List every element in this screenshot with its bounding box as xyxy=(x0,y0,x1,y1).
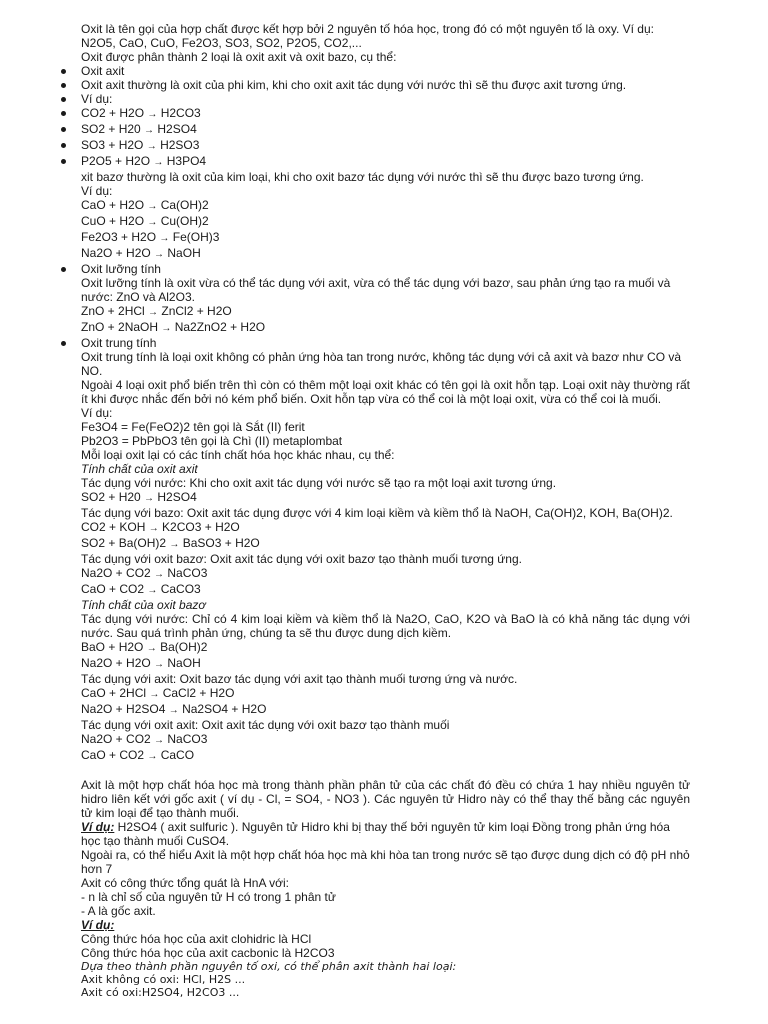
arrow-icon: → xyxy=(147,201,158,212)
acid-example: Ví dụ: H2SO4 ( axit sulfuric ). Nguyên tử Hidro khi bị thay thế bởi nguyên tử kim loại Đồng trong phản ứng hóa học tạo thành muối CuSO4. xyxy=(81,820,670,848)
equation: CO2 + H2O → H2CO3 xyxy=(81,106,690,122)
equation: Na2O + CO2 → NaCO3 xyxy=(81,732,208,746)
neutral-desc: Oxit trung tính là loại oxit không có phản ứng hòa tan trong nước, không tác dụng với cả axit và bazơ như CO và NO. xyxy=(81,350,682,378)
oxide-classification: Oxit được phân thành 2 loại là oxit axit và oxit bazo, cụ thể: xyxy=(81,50,397,64)
acid-with-basic-oxide: Tác dụng với oxit bazơ: Oxit axit tác dụng với oxit bazơ tạo thành muối tương ứng. xyxy=(81,552,522,566)
equation: Fe2O3 + H2O → Fe(OH)3 xyxy=(81,230,220,244)
acid-with-oxygen: Axit có oxi:H2SO4, H2CO3 ... xyxy=(81,986,240,999)
arrow-icon: → xyxy=(147,751,158,762)
arrow-icon: → xyxy=(148,523,159,534)
example-label: Ví dụ: xyxy=(81,918,115,932)
arrow-icon: → xyxy=(153,157,164,168)
basic-with-water: Tác dụng với nước: Chỉ có 4 kim loại kiềm và kiềm thổ là Na2O, CaO, K2O và BaO là có khả năng tác dụng với nước. Sau quá trình phản ứng, chúng ta sẽ thu được dung dịch kiềm. xyxy=(81,612,690,640)
acid-oxide-heading: Oxit axit xyxy=(81,64,690,78)
acid-formula-n: - n là chỉ số của nguyên tử H có trong 1 phân tử xyxy=(81,890,336,904)
arrow-icon: → xyxy=(169,539,180,550)
basic-oxide-desc: xit bazơ thường là oxit của kim loại, khi cho oxit bazơ tác dụng với nước thì sẽ thu được bazo tương ứng. xyxy=(81,170,644,184)
basic-oxide-props-heading: Tính chất của oxit bazơ xyxy=(81,598,206,612)
acid-with-base: Tác dụng với bazo: Oxit axit tác dụng được với 4 kim loại kiềm và kiềm thổ là NaOH, Ca(OH)2, KOH, Ba(OH)2. xyxy=(81,506,673,520)
arrow-icon: → xyxy=(154,249,165,260)
arrow-icon: → xyxy=(146,141,157,152)
arrow-icon: → xyxy=(147,585,158,596)
equation: CaO + H2O → Ca(OH)2 xyxy=(81,198,209,212)
acid-oxide-desc: Oxit axit thường là oxit của phi kim, khi cho oxit axit tác dụng với nước thì sẽ thu được axit tương ứng. xyxy=(81,78,690,92)
example-label: Ví dụ: xyxy=(81,820,115,834)
example-label: Ví dụ: xyxy=(81,184,113,198)
acid-intro: Axit là một hợp chất hóa học mà trong thành phần phân tử của các chất đó đều có chứa 1 hay nhiều nguyên tử hidro liên kết với gốc axit ( ví dụ - Cl, = SO4, - NO3 ). Các nguyên tử Hidro này có thể thay thế bằng các nguyên tử kim loại để tạo thành muối. xyxy=(81,778,690,820)
example-label: Ví dụ: xyxy=(81,92,690,106)
equation: ZnO + 2NaOH → Na2ZnO2 + H2O xyxy=(81,320,266,334)
h2co3-line: Công thức hóa học của axit cacbonic là H2CO3 xyxy=(81,946,335,960)
amphoteric-desc: Oxit lưỡng tính là oxit vừa có thể tác dụng với axit, vừa có thể tác dụng với bazơ, sau phản ứng tạo ra muối và nước: ZnO và Al2O3. xyxy=(81,276,671,304)
equation: Na2O + H2O → NaOH xyxy=(81,656,201,670)
equation: SO2 + Ba(OH)2 → BaSO3 + H2O xyxy=(81,536,260,550)
document-body xyxy=(81,22,690,999)
equation: CaO + 2HCl → CaCl2 + H2O xyxy=(81,686,235,700)
equation: Na2O + CO2 → NaCO3 xyxy=(81,566,208,580)
section-spacer xyxy=(81,764,690,778)
arrow-icon: → xyxy=(161,323,172,334)
basic-with-acid: Tác dụng với axit: Oxit bazơ tác dụng với axit tạo thành muối tương ứng và nước. xyxy=(81,672,518,686)
arrow-icon: → xyxy=(159,233,170,244)
mixed-example: Fe3O4 = Fe(FeO2)2 tên gọi là Sắt (II) ferit xyxy=(81,420,305,434)
equation: CO2 + KOH → K2CO3 + H2O xyxy=(81,520,240,534)
equation: SO2 + H20 → H2SO4 xyxy=(81,122,690,138)
arrow-icon: → xyxy=(168,705,179,716)
equation: CaO + CO2 → CaCO xyxy=(81,748,195,762)
equation: Na2O + H2SO4 → Na2SO4 + H2O xyxy=(81,702,267,716)
equation: P2O5 + H2O → H3PO4 xyxy=(81,154,690,170)
mixed-oxide-desc: Ngoài 4 loại oxit phổ biến trên thì còn có thêm một loại oxit khác có tên gọi là oxit hỗn tạp. Loại oxit này thường rất ít khi được nhắc đến bởi nó kém phổ biến. Oxit hỗn tạp vừa có thể coi là một loại oxit, vừa có thể coi là muối. xyxy=(81,378,690,406)
arrow-icon: → xyxy=(146,643,157,654)
acid-formula-a: - A là gốc axit. xyxy=(81,904,156,918)
neutral-heading: Oxit trung tính xyxy=(81,336,690,350)
arrow-icon: → xyxy=(144,125,155,136)
arrow-icon: → xyxy=(149,689,160,700)
arrow-icon: → xyxy=(147,109,158,120)
equation: CaO + CO2 → CaCO3 xyxy=(81,582,201,596)
basic-with-acid-oxide: Tác dụng với oxit axit: Oxit axit tác dụng với oxit bazơ tạo thành muối xyxy=(81,718,450,732)
acid-oxide-props-heading: Tính chất của oxit axit xyxy=(81,462,198,476)
equation: Na2O + H2O → NaOH xyxy=(81,246,201,260)
equation: SO2 + H20 → H2SO4 xyxy=(81,490,197,504)
props-intro: Mỗi loại oxit lại có các tính chất hóa học khác nhau, cụ thể: xyxy=(81,448,395,462)
hcl-line: Công thức hóa học của axit clohidric là HCl xyxy=(81,932,312,946)
arrow-icon: → xyxy=(148,307,159,318)
arrow-icon: → xyxy=(154,659,165,670)
equation: SO3 + H2O → H2SO3 xyxy=(81,138,690,154)
arrow-icon: → xyxy=(147,217,158,228)
example-label: Ví dụ: xyxy=(81,406,113,420)
arrow-icon: → xyxy=(154,569,165,580)
acid-classify: Dựa theo thành phần nguyên tố oxi, có thể phân axit thành hai loại: xyxy=(81,960,457,973)
equation: CuO + H2O → Cu(OH)2 xyxy=(81,214,209,228)
acid-with-water: Tác dụng với nước: Khi cho oxit axit tác dụng với nước sẽ tạo ra một loại axit tương ứng. xyxy=(81,476,557,490)
acid-formula: Axit có công thức tổng quát là HnA với: xyxy=(81,876,290,890)
acid-no-oxygen: Axit không có oxi: HCl, H2S ... xyxy=(81,973,246,986)
arrow-icon: → xyxy=(154,735,165,746)
mixed-example: Pb2O3 = PbPbO3 tên gọi là Chì (II) metaplombat xyxy=(81,434,343,448)
equation: BaO + H2O → Ba(OH)2 xyxy=(81,640,208,654)
arrow-icon: → xyxy=(144,493,155,504)
equation: ZnO + 2HCl → ZnCl2 + H2O xyxy=(81,304,232,318)
oxide-intro: Oxit là tên gọi của hợp chất được kết hợp bởi 2 nguyên tố hóa học, trong đó có một nguyên tố là oxy. Ví dụ: N2O5, CaO, CuO, Fe2O3, SO3, SO2, P2O5, CO2,... xyxy=(81,22,654,50)
amphoteric-heading: Oxit lưỡng tính xyxy=(81,262,690,276)
acid-ph-text: Ngoài ra, có thể hiểu Axit là một hợp chất hóa học mà khi hòa tan trong nước sẽ tạo được dung dịch có độ pH nhỏ hơn 7 xyxy=(81,848,690,876)
